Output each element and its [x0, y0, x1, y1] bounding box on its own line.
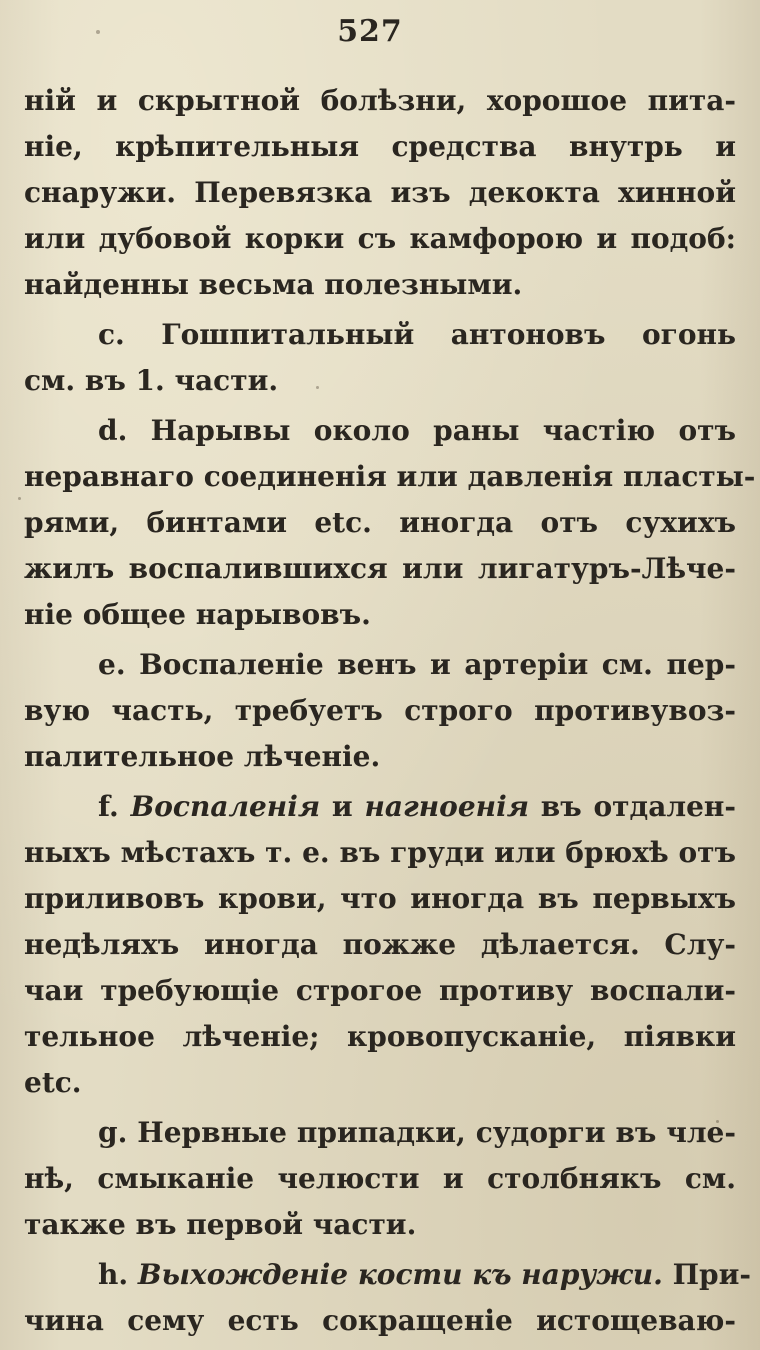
text-line: etc. — [24, 1066, 82, 1099]
text-line: чаи требующіе строгое противу воспали- — [24, 974, 736, 1007]
item-letter: h. — [98, 1258, 129, 1291]
text-line: или дубовой корки съ камфорою и подоб: — [24, 222, 736, 255]
text-line: снаружи. Перевязка изъ декокта хинной — [24, 176, 736, 209]
item-e-heading: e. Воспаленіе венъ и артеріи см. пер- — [98, 648, 736, 681]
text-line: вую часть, требуетъ строго противувоз- — [24, 694, 736, 727]
text-line: неравнаго соединенія или давленія пласты- — [24, 460, 756, 493]
text-line: нѣ, смыканіе челюсти и столбнякъ см. — [24, 1162, 736, 1195]
emphasized-term: нагноенія — [364, 790, 530, 823]
paper-speck — [18, 497, 21, 500]
text-run: и — [331, 790, 353, 823]
emphasized-term: Воспаленія — [130, 790, 321, 823]
text-line: ныхъ мѣстахъ т. е. въ груди или брюхѣ отъ — [24, 836, 736, 869]
text-line: недѣляхъ иногда пожже дѣлается. Слу- — [24, 928, 736, 961]
text-line: рями, бинтами etc. иногда отъ сухихъ — [24, 506, 736, 539]
text-line: см. въ 1. части. — [24, 364, 279, 397]
emphasized-term: Выхожденіе кости къ наружи. — [137, 1258, 663, 1291]
text-line: также въ первой части. — [24, 1208, 417, 1241]
text-line: найденны весьма полезными. — [24, 268, 523, 301]
text-line: палительное лѣченіе. — [24, 740, 381, 773]
item-h-heading — [24, 1252, 752, 1298]
page-number: 527 — [337, 14, 403, 49]
text-line: жилъ воспалившихся или лигатуръ-Лѣче- — [24, 552, 736, 585]
text-line: чина сему есть сокращеніе истощеваю- — [24, 1304, 736, 1337]
item-letter: f. — [98, 790, 119, 823]
item-c-heading: c. Гошпитальный антоновъ огонь — [98, 318, 736, 351]
text-line: приливовъ крови, что иногда въ первыхъ — [24, 882, 736, 915]
item-d-heading: d. Нарывы около раны частію отъ — [98, 414, 736, 447]
item-g-heading: g. Нервные припадки, судорги въ чле- — [98, 1116, 736, 1149]
item-f-heading — [24, 784, 736, 830]
text-line: ній и скрытной болѣзни, хорошое пита- — [24, 84, 736, 117]
text-line: ніе общее нарывовъ. — [24, 598, 371, 631]
text-line: ніе, крѣпительныя средства внутрь и — [24, 130, 736, 163]
text-line: тельное лѣченіе; кровопусканіе, піявки — [24, 1020, 736, 1053]
text-run: въ отдален- — [540, 790, 737, 823]
text-run: При- — [672, 1258, 752, 1291]
